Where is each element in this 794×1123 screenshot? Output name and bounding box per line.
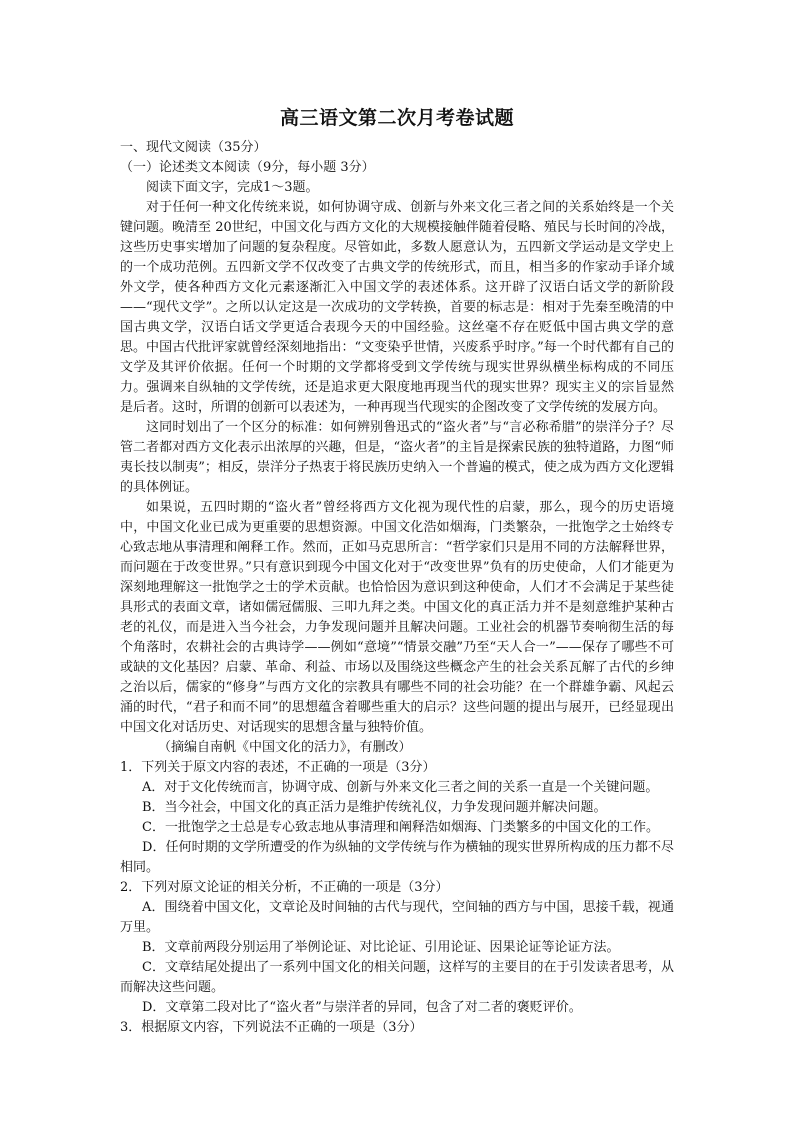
question-1-option-c: C．一批饱学之士总是专心致志地从事清理和阐释浩如烟海、门类繁多的中国文化的工作。 — [142, 820, 659, 835]
question-1-option-a: A．对于文化传统而言，协调守成、创新与外来文化三者之间的关系一直是一个关键问题。 — [142, 780, 659, 795]
question-3-stem: 3．根据原文内容，下列说法不正确的一项是（3分） — [120, 1020, 423, 1035]
question-1-option-d: D．任何时期的文学所遭受的作为纵轴的文学传统与作为横轴的现实世界所构成的压力都不尽相同。 — [120, 840, 674, 875]
question-2-option-d: D．文章第二段对比了“盗火者”与崇洋者的异同，包含了对二者的褒贬评价。 — [142, 1000, 582, 1015]
passage-paragraph-1: 对于任何一种文化传统来说，如何协调守成、创新与外来文化三者之间的关系始终是一个关键问题。晚清至 20世纪，中国文化与西方文化的大规模接触伴随着侵略、殖民与长时间的冷战，这些历史事实增加了问题的复杂程度。尽管如此，多数人愿意认为，五四新文学运动是文学史上的一个成功范例。五四新文学不仅改变了古典文学的传统形式，而且，相当多的作家动手译介域外文学，使各种西方文化元素逐渐汇入中国文学的表述体系。这开辟了汉语白话文学的新阶段——“现代文学”。之所以认定这是一次成功的文学转换，首要的标志是：相对于先秦至晚清的中国古典文学，汉语白话文学更适合表现今天的中国经验。这丝毫不存在贬低中国古典文学的意思。中国古代批评家就曾经深刻地指出：“文变染乎世情，兴废系乎时序。”每一个时代都有自己的文学及其评价依据。任何一个时期的文学都将受到文学传统与现实世界纵横坐标构成的不同压力。强调来自纵轴的文学传统，还是追求更大限度地再现当代的现实世界？现实主义的宗旨显然是后者。这时，所谓的创新可以表述为，一种再现当代现实的企图改变了文学传统的发展方向。 — [120, 200, 674, 415]
question-2-option-b: B．文章前两段分别运用了举例论证、对比论证、引用论证、因果论证等论证方法。 — [142, 940, 620, 955]
section-heading: 一、现代文阅读（35分） — [120, 140, 267, 155]
question-1-option-b: B．当今社会，中国文化的真正活力是维护传统礼仪，力争发现问题并解决问题。 — [142, 800, 607, 815]
passage-paragraph-2: 这同时划出了一个区分的标准：如何辨别鲁迅式的“盗火者”与“言必称希腊”的崇洋分子？尽管二者都对西方文化表示出浓厚的兴趣，但是，“盗火者”的主旨是探索民族的独特道路，力图“师夷长技以制夷”；相反，崇洋分子热衷于将民族历史纳入一个普遍的模式，使之成为西方文化逻辑的具体例证。 — [120, 420, 674, 495]
question-1-stem: 1．下列关于原文内容的表述，不正确的一项是（3分） — [120, 760, 436, 775]
subsection-heading: （一）论述类文本阅读（9分，每小题 3分） — [120, 160, 375, 175]
document-body — [120, 104, 674, 1038]
question-2-option-c: C．文章结尾处提出了一系列中国文化的相关问题，这样写的主要目的在于引发读者思考，从而解决这些问题。 — [120, 960, 674, 995]
passage-paragraph-3: 如果说，五四时期的“盗火者”曾经将西方文化视为现代性的启蒙，那么，现今的历史语境中，中国文化业已成为更重要的思想资源。中国文化浩如烟海，门类繁杂，一批饱学之士始终专心致志地从事清理和阐释工作。然而，正如马克思所言：“哲学家们只是用不同的方法解释世界，而问题在于改变世界。”只有意识到现今中国文化对于“改变世界”负有的历史使命，人们才能更为深刻地理解这一批饱学之士的学术贡献。也恰恰因为意识到这种使命，人们才不会满足于某些徒具形式的表面文章，诸如儒冠儒服、三叩九拜之类。中国文化的真正活力并不是刻意维护某种古老的礼仪，而是进入当今社会，力争发现问题并且解决问题。工业社会的机器节奏响彻生活的每个角落时，农耕社会的古典诗学——例如“意境”“情景交融”乃至“天人合一”——保存了哪些不可或缺的文化基因？启蒙、革命、利益、市场以及围绕这些概念产生的社会关系瓦解了古代的乡绅之治以后，儒家的“修身”与西方文化的宗教具有哪些不同的社会功能？在一个群雄争霸、风起云涌的时代，“君子和而不同”的思想蕴含着哪些重大的启示？这些问题的提出与展开，已经显现出中国文化对话历史、对话现实的思想含量与独特价值。 — [120, 500, 674, 735]
page-title: 高三语文第二次月考卷试题 — [279, 107, 514, 129]
reading-instruction: 阅读下面文字，完成1～3题。 — [146, 180, 319, 195]
question-2-stem: 2．下列对原文论证的相关分析，不正确的一项是（3分） — [120, 880, 449, 895]
question-2-option-a: A．围绕着中国文化，文章论及时间轴的古代与现代，空间轴的西方与中国，思接千载，视通万里。 — [120, 900, 674, 935]
passage-source: （摘编自南帆《中国文化的活力》，有删改） — [158, 740, 412, 755]
